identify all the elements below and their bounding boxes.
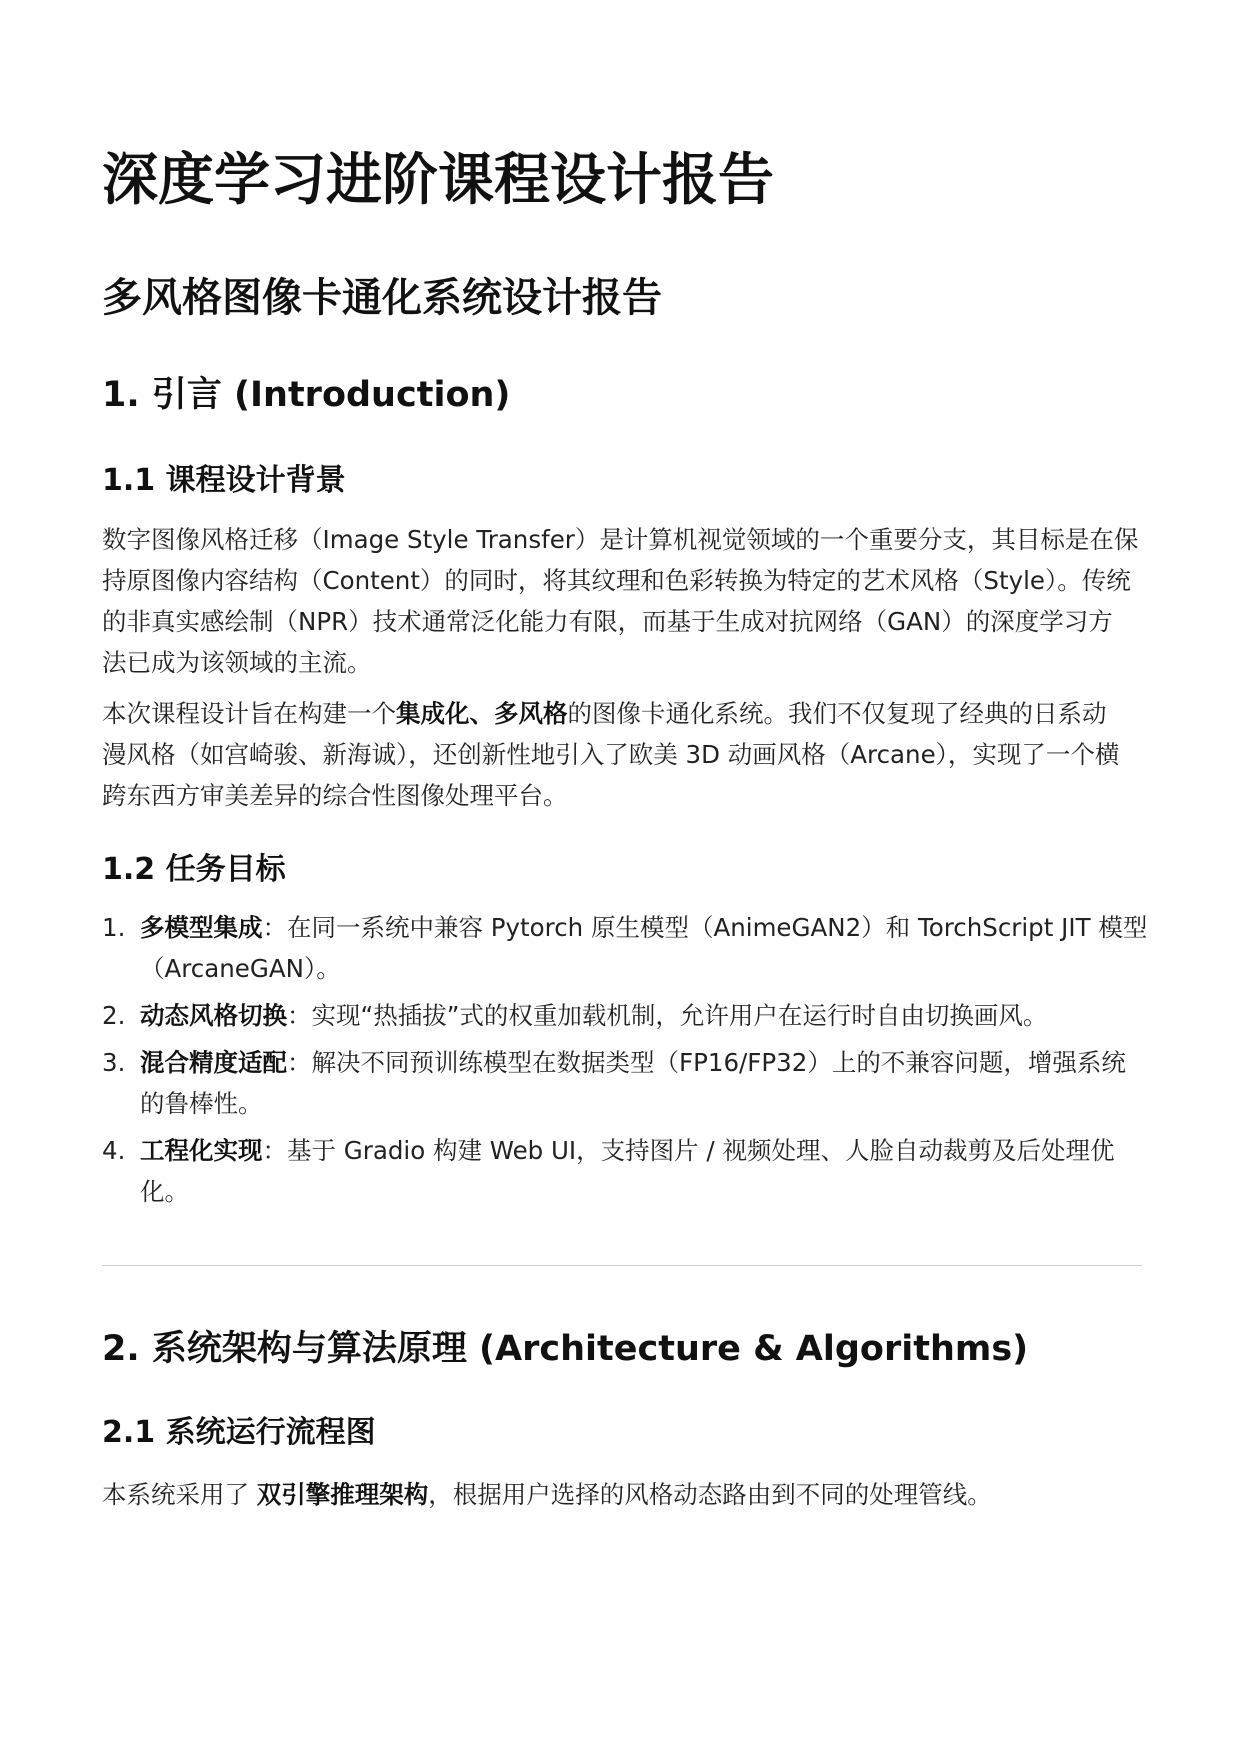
list-item <box>102 995 1142 1036</box>
architecture-paragraph <box>102 1474 1142 1515</box>
paragraph-line: 跨东西方审美差异的综合性图像处理平台。 <box>102 781 568 810</box>
list-item-title: 动态风格切换 <box>140 1001 287 1030</box>
section-2-1-heading: 2.1 系统运行流程图 <box>102 1415 376 1450</box>
list-item-text: 的鲁棒性。 <box>140 1089 263 1118</box>
paragraph-line: 的非真实感绘制（NPR）技术通常泛化能力有限，而基于生成对抗网络（GAN）的深度学习方 <box>102 607 1113 636</box>
paragraph-line: 法已成为该领域的主流。 <box>102 648 372 677</box>
section-1-heading: 1. 引言 (Introduction) <box>102 375 511 415</box>
task-goals-list <box>102 907 1148 1218</box>
paragraph-line: 数字图像风格迁移（Image Style Transfer）是计算机视觉领域的一个重要分支，其目标是在保 <box>102 525 1139 554</box>
section-1-2-heading: 1.2 任务目标 <box>102 852 286 887</box>
list-item-text: ：实现“热插拔”式的权重加载机制，允许用户在运行时自由切换画风。 <box>287 1001 1048 1030</box>
list-number: 1. <box>102 913 126 942</box>
emphasis-text: 双引擎推理架构 <box>256 1480 429 1509</box>
text-run: 本系统采用了 <box>102 1480 257 1509</box>
list-item-text: ：在同一系统中兼容 Pytorch 原生模型（AnimeGAN2）和 TorchScript JIT 模型 <box>262 913 1148 942</box>
section-divider <box>102 1265 1142 1266</box>
text-run: ，根据用户选择的风格动态路由到不同的处理管线。 <box>428 1480 992 1509</box>
list-item-text: 化。 <box>140 1177 189 1206</box>
report-subtitle: 多风格图像卡通化系统设计报告 <box>102 275 662 321</box>
paragraph-line <box>102 1474 1142 1515</box>
list-item-title: 多模型集成 <box>140 913 263 942</box>
list-number: 4. <box>102 1136 126 1165</box>
background-paragraph <box>102 519 1142 683</box>
paragraph-line: 持原图像内容结构（Content）的同时，将其纹理和色彩转换为特定的艺术风格（Style）。传统 <box>102 566 1131 595</box>
document-title: 深度学习进阶课程设计报告 <box>102 148 774 213</box>
list-item <box>102 1130 1142 1212</box>
section-1-1-heading: 1.1 课程设计背景 <box>102 463 346 498</box>
list-item-text: ：基于 Gradio 构建 Web UI，支持图片 / 视频处理、人脸自动裁剪及后处理优 <box>262 1136 1115 1165</box>
text-run: 的图像卡通化系统。我们不仅复现了经典的日系动 <box>567 699 1107 728</box>
list-item-title: 工程化实现 <box>140 1136 263 1165</box>
design-goal-paragraph <box>102 693 1142 816</box>
list-number: 3. <box>102 1048 126 1077</box>
list-item <box>102 907 1148 989</box>
list-item <box>102 1042 1142 1124</box>
text-run: 本次课程设计旨在构建一个 <box>102 699 396 728</box>
list-item-text: ：解决不同预训练模型在数据类型（FP16/FP32）上的不兼容问题，增强系统 <box>287 1048 1126 1077</box>
paragraph-line <box>102 693 1142 734</box>
list-item-text: （ArcaneGAN）。 <box>140 954 341 983</box>
list-item-title: 混合精度适配 <box>140 1048 287 1077</box>
section-2-heading: 2. 系统架构与算法原理 (Architecture & Algorithms) <box>102 1329 1029 1369</box>
emphasis-text: 集成化、多风格 <box>396 699 568 728</box>
list-number: 2. <box>102 1001 126 1030</box>
paragraph-line: 漫风格（如宫崎骏、新海诚），还创新性地引入了欧美 3D 动画风格（Arcane），实现了一个横 <box>102 740 1120 769</box>
